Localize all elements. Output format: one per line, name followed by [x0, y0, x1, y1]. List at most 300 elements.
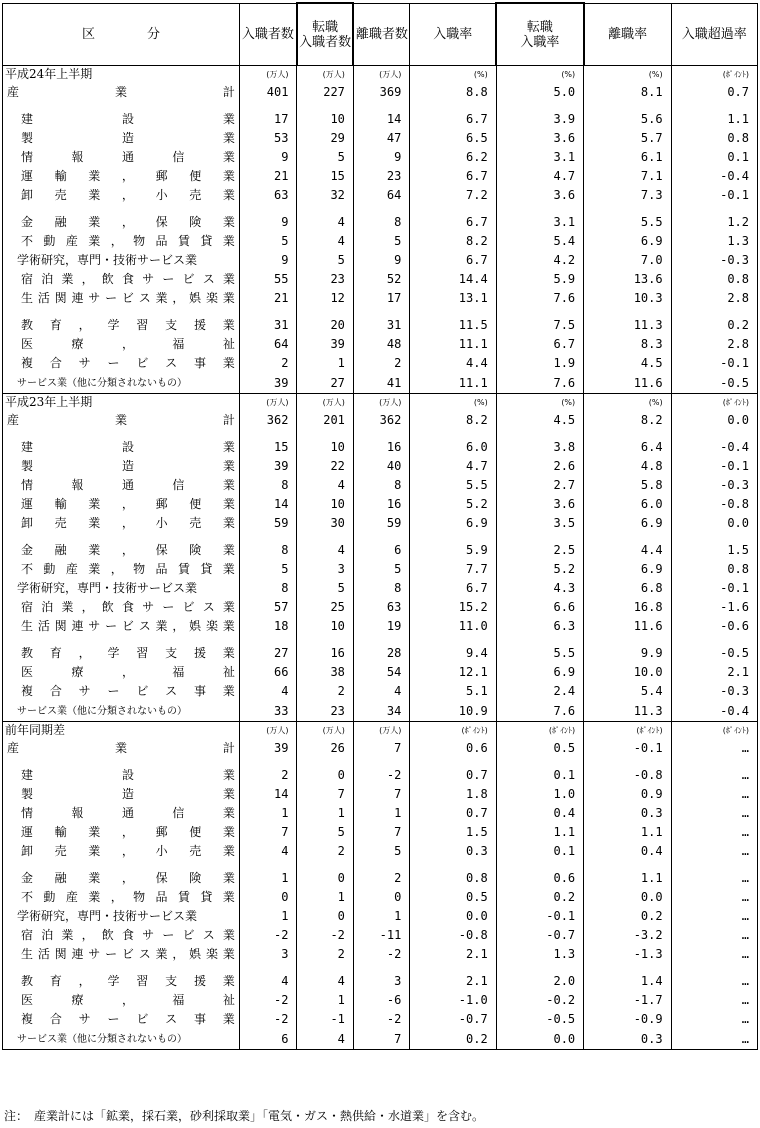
value-cell: … — [671, 869, 757, 888]
value-cell: -0.1 — [584, 739, 671, 758]
industry-cell — [3, 354, 240, 373]
value-cell: 362 — [353, 411, 409, 430]
spacer-cell — [584, 102, 671, 110]
value-cell: … — [671, 785, 757, 804]
value-cell: 6.9 — [584, 560, 671, 579]
label-char: ， — [81, 928, 94, 942]
value-cell: … — [671, 1029, 757, 1050]
value-cell: 0.4 — [584, 842, 671, 861]
value-cell: 32 — [297, 186, 353, 205]
label-char: 業 — [88, 562, 101, 576]
label-char: 貸 — [200, 234, 213, 248]
industry-cell — [3, 682, 240, 701]
industry-cell — [3, 991, 240, 1010]
industry-cell — [3, 644, 240, 663]
label-char: 情 — [21, 478, 34, 492]
label-char: 祉 — [222, 993, 235, 1007]
value-cell: 23 — [297, 701, 353, 722]
unit-label: (万人) — [297, 394, 353, 412]
unit-label: (%) — [496, 394, 583, 412]
row-label — [7, 541, 235, 560]
spacer-cell — [353, 964, 409, 972]
spacer-cell — [297, 205, 353, 213]
label-char: 援 — [193, 974, 206, 988]
value-cell: 8 — [239, 541, 297, 560]
value-cell: 5 — [297, 148, 353, 167]
label-char: ， — [78, 974, 91, 988]
value-cell: 3.9 — [496, 110, 583, 129]
label-char: 連 — [71, 947, 84, 961]
label-char: 通 — [121, 150, 134, 164]
table-row — [3, 991, 758, 1010]
label-char: 療 — [71, 665, 84, 679]
label-char: 設 — [121, 768, 134, 782]
value-cell: 10 — [297, 617, 353, 636]
label-char: ー — [107, 684, 120, 698]
spacer-cell — [353, 430, 409, 438]
value-cell: 2.8 — [671, 289, 757, 308]
label-char: 業 — [222, 215, 235, 229]
spacer-cell — [239, 430, 297, 438]
industry-cell — [3, 213, 240, 232]
label-char: 売 — [54, 516, 67, 530]
value-cell: 8 — [353, 213, 409, 232]
value-cell: -0.4 — [671, 701, 757, 722]
label-char: 建 — [21, 112, 34, 126]
label-char: 金 — [21, 871, 34, 885]
label-char: 療 — [71, 993, 84, 1007]
value-cell: 9.9 — [584, 644, 671, 663]
value-cell: 19 — [353, 617, 409, 636]
value-cell: 6 — [239, 1029, 297, 1050]
value-cell: 6.7 — [410, 110, 496, 129]
column-header-job-change-hires: 転職 入職者数 — [297, 3, 353, 66]
label-char: 学 — [107, 318, 120, 332]
value-cell: 0.2 — [496, 888, 583, 907]
spacer-cell — [353, 636, 409, 644]
value-cell: 23 — [297, 270, 353, 289]
value-cell: -0.1 — [496, 907, 583, 926]
value-cell: 6.7 — [410, 579, 496, 598]
value-cell: 10 — [297, 495, 353, 514]
value-cell: 4.2 — [496, 251, 583, 270]
group-spacer — [3, 533, 758, 541]
industry-cell — [3, 1029, 240, 1050]
value-cell: 30 — [297, 514, 353, 533]
value-cell: 6.5 — [410, 129, 496, 148]
label-char: ， — [110, 234, 123, 248]
value-cell: 1.4 — [584, 972, 671, 991]
industry-cell — [3, 598, 240, 617]
label-char: 信 — [172, 478, 185, 492]
column-header-separations: 離職者数 — [353, 3, 409, 66]
section-header-row — [3, 394, 758, 412]
value-cell: 7.6 — [496, 373, 583, 394]
value-cell: 4 — [297, 972, 353, 991]
spacer-cell — [297, 308, 353, 316]
value-cell: -0.8 — [410, 926, 496, 945]
value-cell: 6.2 — [410, 148, 496, 167]
label-char: 複 — [21, 356, 34, 370]
label-char: 業 — [222, 440, 235, 454]
spacer-cell — [239, 861, 297, 869]
unit-label: (万人) — [239, 394, 297, 412]
industry-cell — [3, 110, 240, 129]
label-char: 生 — [21, 291, 34, 305]
label-char: 活 — [37, 291, 50, 305]
value-cell: -2 — [353, 766, 409, 785]
value-cell: 39 — [239, 373, 297, 394]
table-row — [3, 888, 758, 907]
value-cell: 2.5 — [496, 541, 583, 560]
label-char: 動 — [43, 234, 56, 248]
value-cell: 5.5 — [410, 476, 496, 495]
value-cell: 0.1 — [496, 842, 583, 861]
label-char: ス — [138, 291, 151, 305]
spacer-cell — [671, 758, 757, 766]
value-cell: 7 — [353, 823, 409, 842]
value-cell: 0 — [353, 888, 409, 907]
table-row — [3, 1010, 758, 1029]
label-char: 飲 — [101, 272, 114, 286]
value-cell: 3.6 — [496, 129, 583, 148]
unit-label: (万人) — [297, 66, 353, 84]
value-cell: 7.7 — [410, 560, 496, 579]
spacer-cell — [584, 636, 671, 644]
value-cell: 5.8 — [584, 476, 671, 495]
label-char: 食 — [121, 600, 134, 614]
label-char: 関 — [54, 291, 67, 305]
category-header: 区 分 — [3, 3, 240, 66]
label-char: サ — [78, 356, 91, 370]
section-header-row — [3, 722, 758, 740]
label-char: 造 — [121, 131, 134, 145]
label-char: 建 — [21, 768, 34, 782]
industry-cell — [3, 739, 240, 758]
spacer-cell — [671, 102, 757, 110]
value-cell: 369 — [353, 83, 409, 102]
value-cell: 5.1 — [410, 682, 496, 701]
table-row — [3, 354, 758, 373]
table-row — [3, 617, 758, 636]
spacer-cell — [239, 964, 297, 972]
spacer-cell — [353, 308, 409, 316]
value-cell: 2 — [297, 682, 353, 701]
value-cell: 3 — [353, 972, 409, 991]
label-char: 売 — [189, 844, 202, 858]
label-char: ， — [121, 871, 134, 885]
value-cell: 5 — [239, 560, 297, 579]
value-cell: 2 — [239, 354, 297, 373]
row-label — [7, 289, 235, 308]
industry-cell — [3, 907, 240, 926]
label-char: ス — [202, 928, 215, 942]
unit-label: (ﾎﾟｲﾝﾄ) — [410, 722, 496, 740]
row-label — [7, 842, 235, 861]
label-char: 娯 — [189, 947, 202, 961]
label-char: 業 — [222, 600, 235, 614]
value-cell: 9.4 — [410, 644, 496, 663]
spacer-cell — [353, 758, 409, 766]
value-cell: 11.5 — [410, 316, 496, 335]
value-cell: 8 — [353, 579, 409, 598]
spacer-cell — [239, 533, 297, 541]
value-cell: 0.3 — [584, 1029, 671, 1050]
footnote: 注： 産業計には「鉱業，採石業，砂利採取業」「電気・ガス・熱供給・水道業」を含む。 — [4, 1109, 485, 1123]
value-cell: 6 — [353, 541, 409, 560]
value-cell: 5 — [353, 560, 409, 579]
unit-label: (ﾎﾟｲﾝﾄ) — [671, 66, 757, 84]
value-cell: 0 — [297, 869, 353, 888]
label-char: 運 — [21, 169, 34, 183]
row-label — [7, 869, 235, 888]
value-cell: 29 — [297, 129, 353, 148]
table-row — [3, 129, 758, 148]
table-row — [3, 232, 758, 251]
value-cell: -0.5 — [671, 373, 757, 394]
value-cell: 39 — [239, 739, 297, 758]
row-label — [7, 644, 235, 663]
label-char: 物 — [133, 562, 146, 576]
label-char: サ — [78, 1012, 91, 1026]
label-char: ， — [121, 844, 134, 858]
label-char: ビ — [182, 928, 195, 942]
label-char: ビ — [136, 1012, 149, 1026]
table-row — [3, 270, 758, 289]
spacer-cell — [3, 636, 240, 644]
value-cell: 11.6 — [584, 617, 671, 636]
value-cell: 11.1 — [410, 335, 496, 354]
value-cell: 0.9 — [584, 785, 671, 804]
value-cell: 2.1 — [671, 663, 757, 682]
row-label — [7, 617, 235, 636]
value-cell: 5 — [353, 842, 409, 861]
value-cell: 9 — [239, 213, 297, 232]
label-char: 療 — [71, 337, 84, 351]
column-header-separation-rate: 離職率 — [584, 3, 671, 66]
label-char: 小 — [155, 516, 168, 530]
spacer-cell — [671, 636, 757, 644]
industry-cell — [3, 457, 240, 476]
spacer-cell — [496, 964, 583, 972]
label-char: 便 — [189, 825, 202, 839]
label-char: 教 — [21, 646, 34, 660]
industry-cell — [3, 411, 240, 430]
label-char: 習 — [136, 318, 149, 332]
unit-label: (%) — [584, 66, 671, 84]
industry-cell — [3, 945, 240, 964]
value-cell: 3 — [297, 560, 353, 579]
row-label — [7, 560, 235, 579]
label-char: 動 — [43, 562, 56, 576]
value-cell: 1 — [239, 804, 297, 823]
value-cell: 2.0 — [496, 972, 583, 991]
label-char: 融 — [54, 543, 67, 557]
value-cell: 14.4 — [410, 270, 496, 289]
table-row — [3, 411, 758, 430]
label-char: 造 — [121, 787, 134, 801]
value-cell: 16.8 — [584, 598, 671, 617]
value-cell: 14 — [239, 785, 297, 804]
label-char: 業 — [222, 150, 235, 164]
table-row — [3, 644, 758, 663]
value-cell: 0 — [297, 766, 353, 785]
label-char: 業 — [222, 291, 235, 305]
value-cell: 4.4 — [584, 541, 671, 560]
unit-label: (%) — [496, 66, 583, 84]
label-char: サ — [142, 272, 155, 286]
value-cell: 10 — [297, 438, 353, 457]
table-row — [3, 438, 758, 457]
label-char: 業 — [222, 356, 235, 370]
label-char: 関 — [54, 619, 67, 633]
industry-cell — [3, 972, 240, 991]
value-cell: 5 — [353, 232, 409, 251]
label-char: 設 — [121, 112, 134, 126]
label-char: ス — [165, 684, 178, 698]
label-char: ， — [121, 993, 134, 1007]
value-cell: 34 — [353, 701, 409, 722]
label-char: 動 — [43, 890, 56, 904]
label-char: 福 — [172, 665, 185, 679]
value-cell: 0.0 — [671, 514, 757, 533]
label-char: 業 — [114, 741, 127, 755]
value-cell: 27 — [297, 373, 353, 394]
label-char: ， — [121, 516, 134, 530]
value-cell: 5 — [297, 823, 353, 842]
value-cell: 8.2 — [584, 411, 671, 430]
label-char: 宿 — [21, 928, 34, 942]
value-cell: -2 — [353, 1010, 409, 1029]
label-char: 援 — [193, 318, 206, 332]
label-char: 飲 — [101, 600, 114, 614]
industry-cell — [3, 926, 240, 945]
spacer-cell — [671, 430, 757, 438]
industry-cell — [3, 785, 240, 804]
label-char: 泊 — [41, 272, 54, 286]
label-char: 関 — [54, 947, 67, 961]
label-char: 業 — [222, 844, 235, 858]
value-cell: 0.7 — [410, 766, 496, 785]
spacer-cell — [353, 102, 409, 110]
label-char: ー — [107, 1012, 120, 1026]
value-cell: 1 — [239, 869, 297, 888]
row-label — [7, 438, 235, 457]
value-cell: 6.7 — [496, 335, 583, 354]
industry-cell — [3, 438, 240, 457]
value-cell: 5.9 — [496, 270, 583, 289]
table-row — [3, 476, 758, 495]
label-char: 業 — [88, 516, 101, 530]
label-char: 業 — [155, 291, 168, 305]
value-cell: 4 — [297, 1029, 353, 1050]
label-char: 輸 — [54, 825, 67, 839]
row-label-text: サービス業（他に分類されないもの） — [17, 706, 187, 717]
label-char: 融 — [54, 871, 67, 885]
label-char: 便 — [189, 169, 202, 183]
value-cell: 1 — [297, 991, 353, 1010]
label-char: 信 — [172, 806, 185, 820]
spacer-cell — [3, 205, 240, 213]
value-cell: 64 — [239, 335, 297, 354]
value-cell: 4 — [353, 682, 409, 701]
label-char: ， — [121, 665, 134, 679]
table-row — [3, 148, 758, 167]
table-row — [3, 579, 758, 598]
label-char: 業 — [155, 947, 168, 961]
value-cell: 3.1 — [496, 148, 583, 167]
value-cell: 23 — [353, 167, 409, 186]
row-label — [7, 514, 235, 533]
label-char: 報 — [71, 806, 84, 820]
row-label — [7, 232, 235, 251]
table-row — [3, 701, 758, 722]
label-char: ス — [202, 272, 215, 286]
label-char: 複 — [21, 684, 34, 698]
industry-cell — [3, 842, 240, 861]
table-row — [3, 541, 758, 560]
row-label — [7, 785, 235, 804]
label-char: 物 — [133, 234, 146, 248]
label-char: ビ — [182, 272, 195, 286]
industry-cell — [3, 476, 240, 495]
label-char: 業 — [88, 543, 101, 557]
label-char: 報 — [71, 150, 84, 164]
label-char: 福 — [172, 337, 185, 351]
row-label — [7, 129, 235, 148]
value-cell: 5.6 — [584, 110, 671, 129]
table-row — [3, 186, 758, 205]
label-char: 育 — [49, 318, 62, 332]
value-cell: 7 — [353, 1029, 409, 1050]
unit-label: (%) — [410, 394, 496, 412]
row-label — [7, 495, 235, 514]
value-cell: 0.7 — [671, 83, 757, 102]
value-cell: 1 — [297, 354, 353, 373]
spacer-cell — [353, 861, 409, 869]
value-cell: … — [671, 888, 757, 907]
row-label — [7, 1010, 235, 1029]
label-char: 品 — [155, 234, 168, 248]
spacer-cell — [410, 205, 496, 213]
value-cell: 15.2 — [410, 598, 496, 617]
value-cell: … — [671, 926, 757, 945]
value-cell: 11.6 — [584, 373, 671, 394]
label-char: 輸 — [54, 169, 67, 183]
spacer-cell — [496, 636, 583, 644]
row-label — [7, 804, 235, 823]
value-cell: 4.4 — [410, 354, 496, 373]
table-row — [3, 682, 758, 701]
value-cell: 5.2 — [410, 495, 496, 514]
table-body — [3, 66, 758, 1050]
value-cell: 39 — [239, 457, 297, 476]
label-char: 業 — [88, 890, 101, 904]
row-label — [7, 148, 235, 167]
table-row — [3, 495, 758, 514]
row-label — [7, 888, 235, 907]
spacer-cell — [584, 861, 671, 869]
label-char: 飲 — [101, 928, 114, 942]
label-char: 賃 — [177, 890, 190, 904]
label-char: 生 — [21, 619, 34, 633]
label-char: 祉 — [222, 665, 235, 679]
label-char: 業 — [88, 497, 101, 511]
label-char: 業 — [61, 600, 74, 614]
industry-cell — [3, 579, 240, 598]
value-cell: 1.1 — [584, 823, 671, 842]
unit-label: (%) — [584, 394, 671, 412]
